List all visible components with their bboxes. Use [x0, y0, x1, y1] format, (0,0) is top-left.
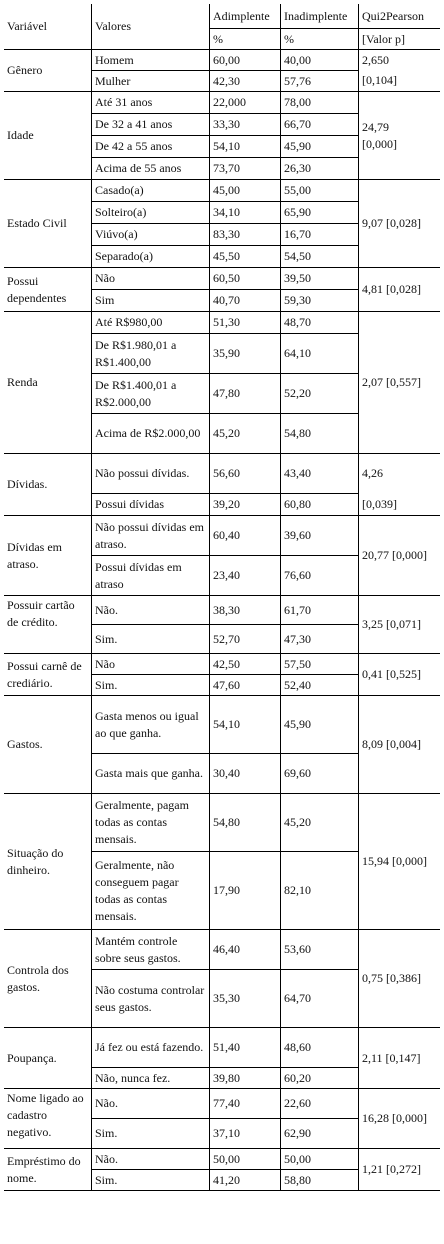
- results-table: [4, 4, 440, 1191]
- value-label: Não possui dívidas em atraso.: [91, 515, 209, 555]
- table-row: [4, 267, 440, 289]
- table-row: [4, 653, 440, 674]
- value-inadimplente: 57,76: [280, 70, 358, 91]
- value-label: Acima de R$2.000,00: [91, 413, 209, 453]
- value-label: Separado(a): [91, 245, 209, 267]
- value-adimplente: 54,80: [209, 793, 280, 851]
- value-label: Sim.: [91, 1118, 209, 1148]
- p-value: [0,039]: [358, 493, 440, 515]
- value-label: Sim: [91, 289, 209, 311]
- value-adimplente: 45,20: [209, 413, 280, 453]
- value-adimplente: 60,00: [209, 49, 280, 70]
- p-value: [0,104]: [358, 70, 440, 91]
- variable-name: Idade: [4, 91, 91, 179]
- value-label: Não: [91, 267, 209, 289]
- value-adimplente: 30,40: [209, 753, 280, 793]
- qui-stat: 8,09 [0,004]: [358, 695, 440, 793]
- table-row: [4, 1027, 440, 1067]
- table-row: [4, 453, 440, 493]
- value-adimplente: 39,80: [209, 1067, 280, 1088]
- value-label: Homem: [91, 49, 209, 70]
- value-inadimplente: 64,10: [280, 333, 358, 373]
- value-label: Não possui dívidas.: [91, 453, 209, 493]
- header-valores: Valores: [91, 4, 209, 49]
- value-label: Não.: [91, 1088, 209, 1118]
- value-inadimplente: 76,60: [280, 555, 358, 595]
- value-label: Não, nunca fez.: [91, 1067, 209, 1088]
- header-inadimplente: Inadimplente: [280, 4, 358, 28]
- value-label: Sim.: [91, 674, 209, 695]
- value-inadimplente: 48,70: [280, 311, 358, 333]
- table-row: [4, 49, 440, 70]
- value-inadimplente: 43,40: [280, 453, 358, 493]
- variable-name: Controla dos gastos.: [4, 929, 91, 1027]
- value-adimplente: 54,10: [209, 695, 280, 753]
- qui-stat: 0,41 [0,525]: [358, 653, 440, 695]
- qui-stat: 20,77 [0,000]: [358, 515, 440, 595]
- table-row: [4, 1088, 440, 1118]
- table-row: [4, 595, 440, 624]
- qui-stat: 4,26: [358, 453, 440, 493]
- variable-name: Renda: [4, 311, 91, 453]
- table-row: [4, 515, 440, 555]
- variable-name: Situação do dinheiro.: [4, 793, 91, 929]
- value-inadimplente: 50,00: [280, 1148, 358, 1169]
- qui-stat: 2,07 [0,557]: [358, 311, 440, 453]
- value-adimplente: 56,60: [209, 453, 280, 493]
- qui-stat: 15,94 [0,000]: [358, 793, 440, 929]
- value-inadimplente: 78,00: [280, 91, 358, 113]
- value-label: De 32 a 41 anos: [91, 113, 209, 135]
- value-label: Sim.: [91, 1169, 209, 1190]
- variable-name: Estado Civil: [4, 179, 91, 267]
- value-label: Não: [91, 653, 209, 674]
- table-row: [4, 929, 440, 969]
- variable-name: Gênero: [4, 49, 91, 91]
- value-label: Solteiro(a): [91, 201, 209, 223]
- value-adimplente: 52,70: [209, 624, 280, 653]
- value-label: Até 31 anos: [91, 91, 209, 113]
- variable-name: Possui carnê de crediário.: [4, 653, 91, 695]
- value-label: Possui dívidas em atraso: [91, 555, 209, 595]
- value-label: Não costuma controlar seus gastos.: [91, 969, 209, 1027]
- value-adimplente: 42,50: [209, 653, 280, 674]
- table-row: [4, 91, 440, 113]
- value-adimplente: 40,70: [209, 289, 280, 311]
- value-adimplente: 47,60: [209, 674, 280, 695]
- qui-stat: 4,81 [0,028]: [358, 267, 440, 311]
- value-label: Viúvo(a): [91, 223, 209, 245]
- value-adimplente: 39,20: [209, 493, 280, 515]
- value-adimplente: 83,30: [209, 223, 280, 245]
- value-adimplente: 33,30: [209, 113, 280, 135]
- value-label: Acima de 55 anos: [91, 157, 209, 179]
- value-adimplente: 42,30: [209, 70, 280, 91]
- value-adimplente: 37,10: [209, 1118, 280, 1148]
- value-adimplente: 22,000: [209, 91, 280, 113]
- table-row: [4, 793, 440, 851]
- value-inadimplente: 65,90: [280, 201, 358, 223]
- qui-stat: 16,28 [0,000]: [358, 1088, 440, 1148]
- header-qui: Qui2Pearson: [358, 4, 440, 28]
- value-label: Geralmente, não conseguem pagar todas as contas mensais.: [91, 851, 209, 929]
- value-inadimplente: 39,60: [280, 515, 358, 555]
- value-inadimplente: 52,20: [280, 373, 358, 413]
- value-adimplente: 46,40: [209, 929, 280, 969]
- value-label: Possui dívidas: [91, 493, 209, 515]
- value-adimplente: 77,40: [209, 1088, 280, 1118]
- table-row: [4, 179, 440, 201]
- value-adimplente: 60,50: [209, 267, 280, 289]
- variable-name: Poupança.: [4, 1027, 91, 1088]
- value-inadimplente: 54,80: [280, 413, 358, 453]
- header-adimplente: Adimplente: [209, 4, 280, 28]
- variable-name: Possuir cartão de crédito.: [4, 595, 91, 653]
- value-label: De R$1.980,01 a R$1.400,00: [91, 333, 209, 373]
- value-inadimplente: 39,50: [280, 267, 358, 289]
- value-adimplente: 38,30: [209, 595, 280, 624]
- header-row: [4, 4, 440, 28]
- value-inadimplente: 61,70: [280, 595, 358, 624]
- qui-stat: [358, 91, 440, 179]
- value-label: Sim.: [91, 624, 209, 653]
- value-adimplente: 35,90: [209, 333, 280, 373]
- value-label: Não.: [91, 595, 209, 624]
- value-adimplente: 60,40: [209, 515, 280, 555]
- value-label: De R$1.400,01 a R$2.000,00: [91, 373, 209, 413]
- value-adimplente: 51,40: [209, 1027, 280, 1067]
- value-inadimplente: 60,80: [280, 493, 358, 515]
- value-inadimplente: 22,60: [280, 1088, 358, 1118]
- value-inadimplente: 62,90: [280, 1118, 358, 1148]
- value-label: Gasta mais que ganha.: [91, 753, 209, 793]
- value-adimplente: 50,00: [209, 1148, 280, 1169]
- header-pct-adimplente: %: [209, 28, 280, 49]
- value-adimplente: 45,50: [209, 245, 280, 267]
- table-container: [4, 4, 440, 1191]
- qui-stat-value: 24,79: [362, 119, 389, 134]
- qui-stat: 3,25 [0,071]: [358, 595, 440, 653]
- value-inadimplente: 45,20: [280, 793, 358, 851]
- value-inadimplente: 45,90: [280, 135, 358, 157]
- value-adimplente: 41,20: [209, 1169, 280, 1190]
- value-label: Casado(a): [91, 179, 209, 201]
- p-value: [0,000]: [362, 136, 397, 151]
- value-adimplente: 35,30: [209, 969, 280, 1027]
- value-inadimplente: 69,60: [280, 753, 358, 793]
- value-label: De 42 a 55 anos: [91, 135, 209, 157]
- header-valor-p: [Valor p]: [358, 28, 440, 49]
- value-inadimplente: 60,20: [280, 1067, 358, 1088]
- value-inadimplente: 52,40: [280, 674, 358, 695]
- value-inadimplente: 59,30: [280, 289, 358, 311]
- variable-name: Dívidas.: [4, 453, 91, 515]
- table-row: [4, 695, 440, 753]
- value-label: Não.: [91, 1148, 209, 1169]
- header-variavel: Variável: [7, 19, 47, 33]
- value-label: Já fez ou está fazendo.: [91, 1027, 209, 1067]
- qui-stat: 2,650: [358, 49, 440, 70]
- value-inadimplente: 45,90: [280, 695, 358, 753]
- value-adimplente: 23,40: [209, 555, 280, 595]
- value-inadimplente: 66,70: [280, 113, 358, 135]
- value-adimplente: 51,30: [209, 311, 280, 333]
- value-adimplente: 45,00: [209, 179, 280, 201]
- value-inadimplente: 57,50: [280, 653, 358, 674]
- value-inadimplente: 54,50: [280, 245, 358, 267]
- value-inadimplente: 64,70: [280, 969, 358, 1027]
- value-adimplente: 47,80: [209, 373, 280, 413]
- variable-name: Possui dependentes: [4, 267, 91, 311]
- value-inadimplente: 58,80: [280, 1169, 358, 1190]
- value-inadimplente: 55,00: [280, 179, 358, 201]
- value-inadimplente: 48,60: [280, 1027, 358, 1067]
- value-label: Mulher: [91, 70, 209, 91]
- value-label: Gasta menos ou igual ao que ganha.: [91, 695, 209, 753]
- variable-name: Nome ligado ao cadastro negativo.: [4, 1088, 91, 1148]
- variable-name: Dívidas em atraso.: [4, 515, 91, 595]
- value-adimplente: 34,10: [209, 201, 280, 223]
- value-inadimplente: 40,00: [280, 49, 358, 70]
- qui-stat: 9,07 [0,028]: [358, 179, 440, 267]
- value-label: Até R$980,00: [91, 311, 209, 333]
- value-inadimplente: 53,60: [280, 929, 358, 969]
- qui-stat: 1,21 [0,272]: [358, 1148, 440, 1190]
- value-adimplente: 54,10: [209, 135, 280, 157]
- table-row: [4, 1148, 440, 1169]
- value-inadimplente: 26,30: [280, 157, 358, 179]
- table-row: [4, 311, 440, 333]
- variable-name: Gastos.: [4, 695, 91, 793]
- value-inadimplente: 82,10: [280, 851, 358, 929]
- header-pct-inadimplente: %: [280, 28, 358, 49]
- qui-stat: 2,11 [0,147]: [358, 1027, 440, 1088]
- value-inadimplente: 16,70: [280, 223, 358, 245]
- value-adimplente: 73,70: [209, 157, 280, 179]
- qui-stat: 0,75 [0,386]: [358, 929, 440, 1027]
- value-label: Geralmente, pagam todas as contas mensais.: [91, 793, 209, 851]
- variable-name: Empréstimo do nome.: [4, 1148, 91, 1190]
- value-inadimplente: 47,30: [280, 624, 358, 653]
- value-adimplente: 17,90: [209, 851, 280, 929]
- value-label: Mantém controle sobre seus gastos.: [91, 929, 209, 969]
